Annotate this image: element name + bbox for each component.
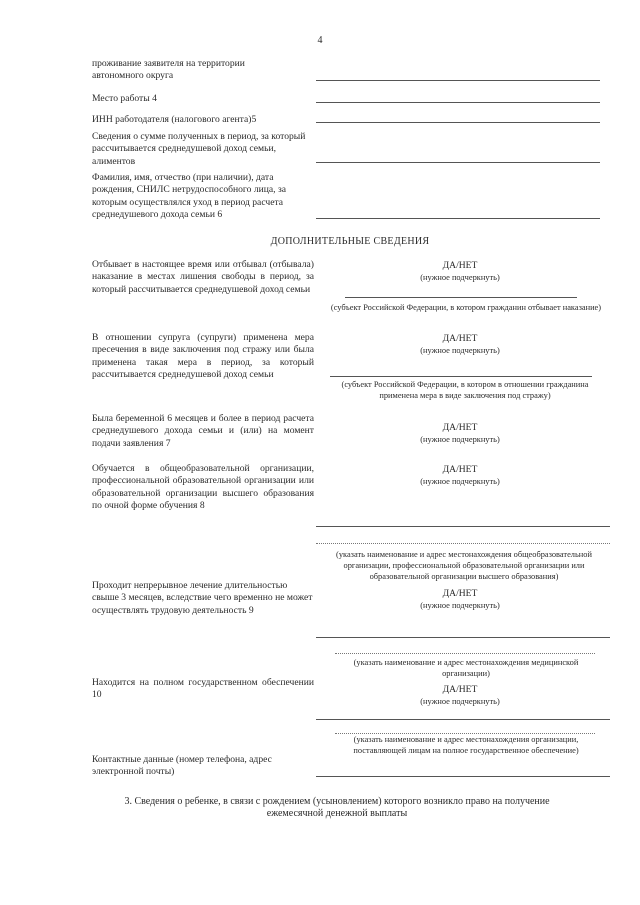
answer-prison[interactable]: ДА/НЕТ (442, 260, 478, 271)
hint-custody: (нужное подчеркнуть) (420, 346, 500, 355)
line-education-2 (316, 543, 610, 544)
question-pregnancy: Была беременной 6 месяцев и более в период расчета среднедушевого дохода семьи и (или) на момент подачи заявления 7 (92, 413, 314, 449)
line-state-support-1 (316, 719, 610, 720)
line-education-1 (316, 526, 610, 527)
question-prison: Отбывает в настоящее время или отбывал (отбывала) наказание в местах лишения свободы в период, за который рассчитывается среднедушевой доход семьи (92, 259, 314, 295)
question-state-support: Находится на полном государственном обеспечении 10 (92, 677, 314, 701)
answer-treatment[interactable]: ДА/НЕТ (442, 588, 478, 599)
note-state-support: (указать наименование и адрес местонахождения организации, поставляющей лицам на полное государственное обеспечение) (353, 735, 579, 755)
note-custody: (субъект Российской Федерации, в котором в отношении гражданина применена мера в виде заключения под стражу) (341, 380, 589, 400)
row-inn-label: ИНН работодателя (налогового агента)5 (92, 114, 257, 125)
row-alimony-line (316, 162, 600, 163)
row-residence-label: проживание заявителя на территории автономного округа (92, 58, 245, 82)
row-alimony-label: Сведения о сумме полученных в период, за который рассчитывается среднедушевой доход семьи, алиментов (92, 131, 306, 167)
answer-pregnancy[interactable]: ДА/НЕТ (442, 422, 478, 433)
row-workplace-label: Место работы 4 (92, 93, 157, 104)
section-title: ДОПОЛНИТЕЛЬНЫЕ СВЕДЕНИЯ (270, 236, 430, 247)
row-care-label: Фамилия, имя, отчество (при наличии), дата рождения, СНИЛС нетрудоспособного лица, за которым осуществлялся уход в период расчета среднедушевого дохода семьи 6 (92, 172, 286, 221)
hint-education: (нужное подчеркнуть) (420, 477, 500, 486)
row-workplace-line (316, 102, 600, 103)
contact-label: Контактные данные (номер телефона, адрес электронной почты) (92, 754, 272, 778)
row-residence-line (316, 80, 600, 81)
hint-treatment: (нужное подчеркнуть) (420, 601, 500, 610)
line-custody (330, 376, 592, 377)
note-prison: (субъект Российской Федерации, в котором гражданин отбывает наказание) (330, 303, 602, 312)
answer-education[interactable]: ДА/НЕТ (442, 464, 478, 475)
row-inn-line (316, 122, 600, 123)
hint-prison: (нужное подчеркнуть) (420, 273, 500, 282)
line-prison (345, 297, 577, 298)
line-treatment-2 (335, 653, 595, 654)
row-care-line (316, 218, 600, 219)
contact-line (316, 776, 610, 777)
question-custody: В отношении супруга (супруги) применена мера пресечения в виде заключения под стражу или была применена такая мера в период, за который рассчитывается среднедушевой доход семьи (92, 332, 314, 381)
answer-state-support[interactable]: ДА/НЕТ (442, 684, 478, 695)
child-section-heading: 3. Сведения о ребенке, в связи с рождением (усыновлением) которого возникло право на получение ежемесячной денежной выплаты (124, 796, 550, 820)
question-treatment: Проходит непрерывное лечение длительностью свыше 3 месяцев, вследствие чего временно не может осуществлять трудовую деятельность 9 (92, 580, 313, 616)
question-education: Обучается в общеобразовательной организации, профессиональной образовательной организации или образовательной организации высшего образования по очной форме обучения 8 (92, 463, 314, 512)
line-treatment-1 (316, 637, 610, 638)
note-education: (указать наименование и адрес местонахождения общеобразовательной организации, профессиональной образовательной организации или образовательной организации высшего образования) (336, 550, 592, 581)
hint-state-support: (нужное подчеркнуть) (420, 697, 500, 706)
answer-custody[interactable]: ДА/НЕТ (442, 333, 478, 344)
hint-pregnancy: (нужное подчеркнуть) (420, 435, 500, 444)
note-treatment: (указать наименование и адрес местонахождения медицинской организации) (353, 658, 579, 678)
page-number: 4 (317, 35, 323, 46)
